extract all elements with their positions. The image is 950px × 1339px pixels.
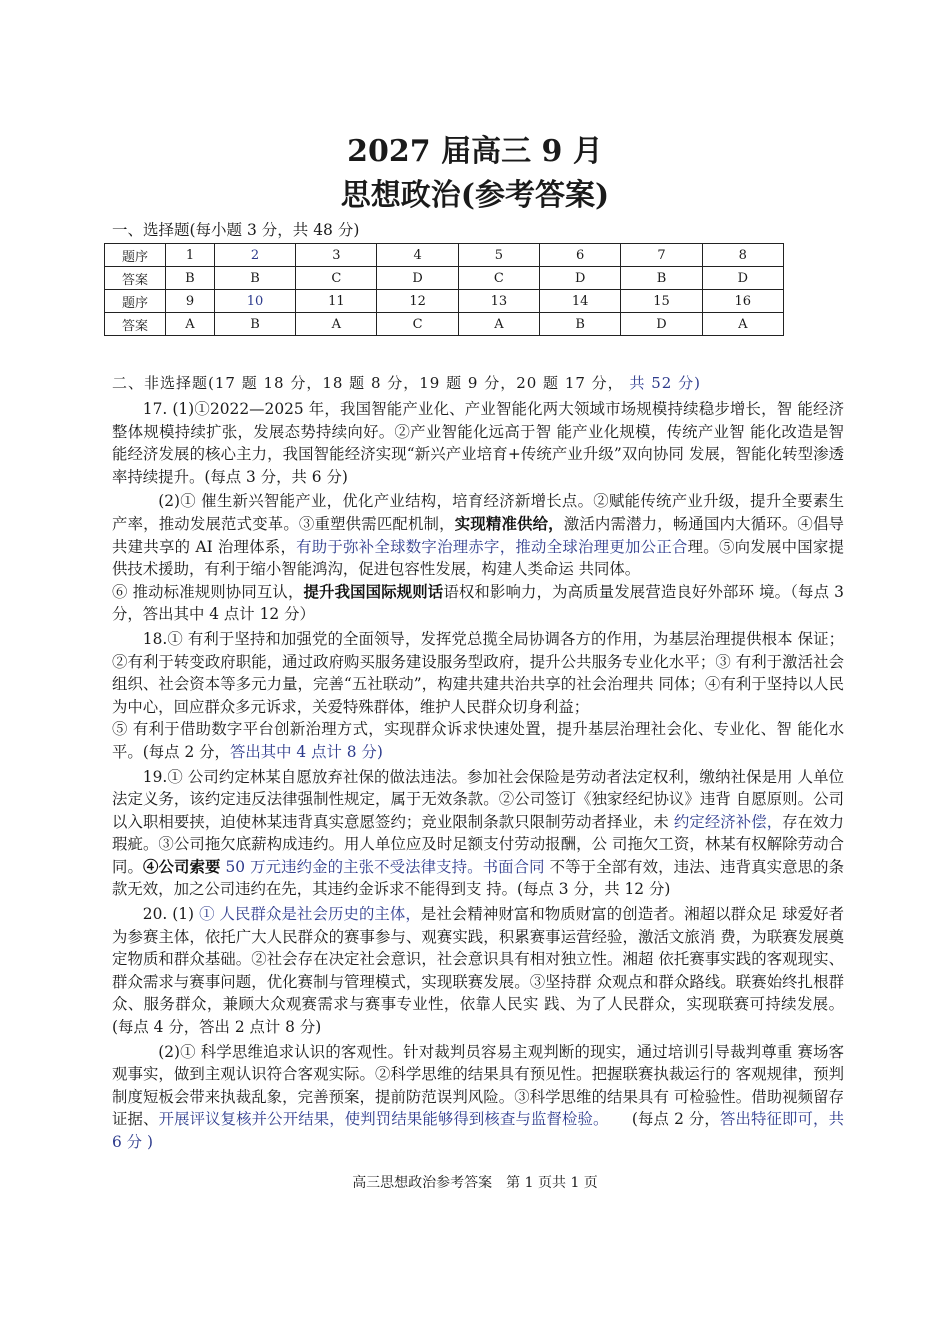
table-cell: 3 — [296, 244, 377, 267]
answer-table — [104, 243, 784, 336]
q20-score: 答出特征即可，共 6 分 ) — [112, 1110, 844, 1151]
table-cell: D — [621, 313, 702, 336]
q19-text: 不等于全部有效，违法、违背真实意思的条款无效，加之公司违约在先，其违约金诉求不能得到支 持。(每点 3 分，共 12 分) — [112, 857, 844, 899]
section2-heading-total: 共 52 分) — [629, 374, 701, 392]
page-subtitle: 思想政治(参考答案) — [340, 178, 610, 213]
table-cell: B — [166, 267, 215, 290]
q17-part1: 17. (1)①2022—2025 年，我国智能产业化、产业智能化两大领域市场规模持续稳步增长，智 能经济整体规模持续扩张，发展态势持续向好。②产业智能化远高于智 能产业化规模，传统产业智 能化改造是智能经济发展的核心主力，我国智能经济实现“新兴产业培育+传统产业升级”双向协同 发展，智能化转型渗透率持续提升。(每点 3 分，共 6 分) — [112, 400, 844, 486]
table-cell: D — [540, 267, 621, 290]
table-row — [105, 267, 784, 290]
row-label: 答案 — [105, 313, 166, 336]
q20-highlight: 开展评议复核并公开结果，使判罚结果能够得到核查与监督检验。 — [158, 1110, 601, 1129]
table-cell: 8 — [702, 244, 783, 267]
table-cell: B — [214, 313, 295, 336]
q20-text: 20. (1) — [142, 905, 200, 924]
page-title: 2027 届高三 9 月 — [347, 134, 603, 169]
page-footer: 高三思想政治参考答案 第 1 页共 1 页 — [352, 1175, 598, 1191]
q17-part2-text: 理。⑤向发展中国家提供技术援助，有利于缩小智能鸿沟，促进包容性发展，构建人类命运 共同体。 — [112, 537, 844, 579]
q17-part2 — [112, 490, 844, 580]
section2-heading-text: 二、非选择题(17 题 18 分，18 题 8 分，19 题 9 分，20 题 17 分， — [112, 374, 624, 392]
table-cell: 15 — [621, 290, 702, 313]
q20-text: (2)① 科学思维追求认识的客观性。针对裁判员容易主观判断的现实，通过培训引导裁判尊重 赛场客观事实，做到主观认识符合客观实际。②科学思维的结果具有预见性。把握联赛执裁运行的 客观规律，预判制度短板会带来执裁乱象，完善预案，提前防范误判风险。③科学思维的结果具有 可检验性。借助视频留存证据、 — [112, 1042, 844, 1129]
row-label: 题序 — [105, 290, 166, 313]
table-cell: 14 — [540, 290, 621, 313]
table-cell: C — [458, 267, 539, 290]
q20-text: 是社会精神财富和物质财富的创造者。湘超以群众足 球爱好者为参赛主体，依托广大人民群众的赛事参与、观赛实践，积累赛事运营经验，激活文旅消 费，为联赛发展奠定物质和群众基础。②社会存在决定社会意识，社会意识具有相对独立性。湘超 依托赛事实践的客观现实、群众需求与赛事问题，优化赛制与管理模式，实现联赛发展。③坚持群 众观点和群众路线。联赛始终扎根群众、服务群众，兼顾大众观赛需求与赛事专业性，依靠人民实 践、为了人民群众，实现联赛可持续发展。(每点 4 分，答出 2 点计 8 分) — [112, 905, 844, 1037]
q17-part2-text: 激活内需潜力，畅通国内大循环。④倡导共建共享的 AI 治理体系， — [112, 514, 844, 556]
q20-highlight: ① 人民群众是社会历史的主体， — [199, 905, 421, 924]
q18-answer: 18.① 有利于坚持和加强党的全面领导，发挥党总揽全局协调各方的作用，为基层治理提供根本 保证；②有利于转变政府职能，通过政府购买服务建设服务型政府，提升公共服务专业化水平；③ 有利于激活社会组织、社会资本等多元力量，完善“五社联动”，构建共建共治共享的社会治理共 同体；④有利于坚持以人民为中心，回应群众多元诉求，关爱特殊群体，维护人民群众切身利益； — [112, 629, 844, 716]
table-row — [105, 244, 784, 267]
table-cell: 1 — [166, 244, 215, 267]
answer-body — [112, 398, 844, 1154]
q17-item6-text: ⑥ 推动标准规则协同互认， — [112, 582, 304, 601]
table-cell: 11 — [296, 290, 377, 313]
q20-text: (每点 2 分， — [600, 1110, 720, 1129]
table-cell: B — [540, 313, 621, 336]
q20-part1 — [112, 903, 844, 1039]
table-row — [105, 290, 784, 313]
q17-part2-text: (2)① 催生新兴智能产业，优化产业结构，培育经济新增长点。②赋能传统产业升级，提升全要素生产率，推动发展范式变革。③重塑供需匹配机制， — [112, 492, 844, 533]
table-cell: 16 — [702, 290, 783, 313]
table-cell: 10 — [214, 290, 295, 313]
table-row — [105, 313, 784, 336]
q18-item5-score: 答出其中 4 点计 8 分) — [229, 742, 383, 761]
table-cell: 6 — [540, 244, 621, 267]
table-cell: 5 — [458, 244, 539, 267]
table-cell: 12 — [377, 290, 458, 313]
q19-highlight: 50 万元违约金的主张不受法律支持。书面合同 — [220, 857, 545, 876]
table-cell: C — [377, 313, 458, 336]
table-cell: 13 — [458, 290, 539, 313]
table-cell: 7 — [621, 244, 702, 267]
section1-heading: 一、选择题(每小题 3 分，共 48 分) — [112, 221, 360, 239]
q18-item5-text: ⑤ 有利于借助数字平台创新治理方式，实现群众诉求快速处置，提升基层治理社会化、专业化、智 能化水平。(每点 2 分， — [112, 720, 844, 761]
q19-text: 19.① 公司约定林某自愿放弃社保的做法违法。参加社会保险是劳动者法定权利，缴纳社保是用 人单位法定义务，该约定违反法律强制性规定，属于无效条款。②公司签订《独家经纪协议》违背 自愿原则。公司以入职相要挟，迫使林某违背真实意愿签约；竞业限制条款只限制劳动者择业，未 — [112, 767, 844, 831]
table-cell: A — [458, 313, 539, 336]
table-cell: D — [377, 267, 458, 290]
table-cell: 2 — [214, 244, 295, 267]
section2-heading — [112, 372, 701, 393]
table-cell: A — [166, 313, 215, 336]
q17-item6-text: 语权和影响力，为高质量发展营造良好外部环 境。（每点 3 分，答出其中 4 点计 12 分） — [112, 582, 844, 624]
table-cell: B — [621, 267, 702, 290]
table-cell: 9 — [166, 290, 215, 313]
q19-highlight: 约定经济补偿， — [673, 812, 783, 831]
q19-answer — [112, 766, 844, 902]
q19-text: 存在效力瑕疵。③公司拖欠底薪构成违约。用人单位应及时足额支付劳动报酬，公 司拖欠工资，林某有权解除劳动合同。 — [112, 812, 844, 876]
row-label: 答案 — [105, 267, 166, 290]
q17-item6-bold: 提升我国国际规则话 — [303, 582, 444, 601]
q20-part2 — [112, 1041, 844, 1154]
table-cell: 4 — [377, 244, 458, 267]
table-cell: A — [296, 313, 377, 336]
q17-part2-item6 — [112, 581, 844, 626]
q19-bold: ④公司索要 — [143, 857, 221, 876]
row-label: 题序 — [105, 244, 166, 267]
table-cell: C — [296, 267, 377, 290]
table-cell: A — [702, 313, 783, 336]
q17-part2-bold: 实现精准供给， — [454, 514, 564, 533]
q18-item5 — [112, 718, 844, 763]
q17-part2-highlight: 有助于弥补全球数字治理赤字，推动全球治理更加公正合 — [296, 537, 688, 556]
table-cell: B — [214, 267, 295, 290]
table-cell: D — [702, 267, 783, 290]
